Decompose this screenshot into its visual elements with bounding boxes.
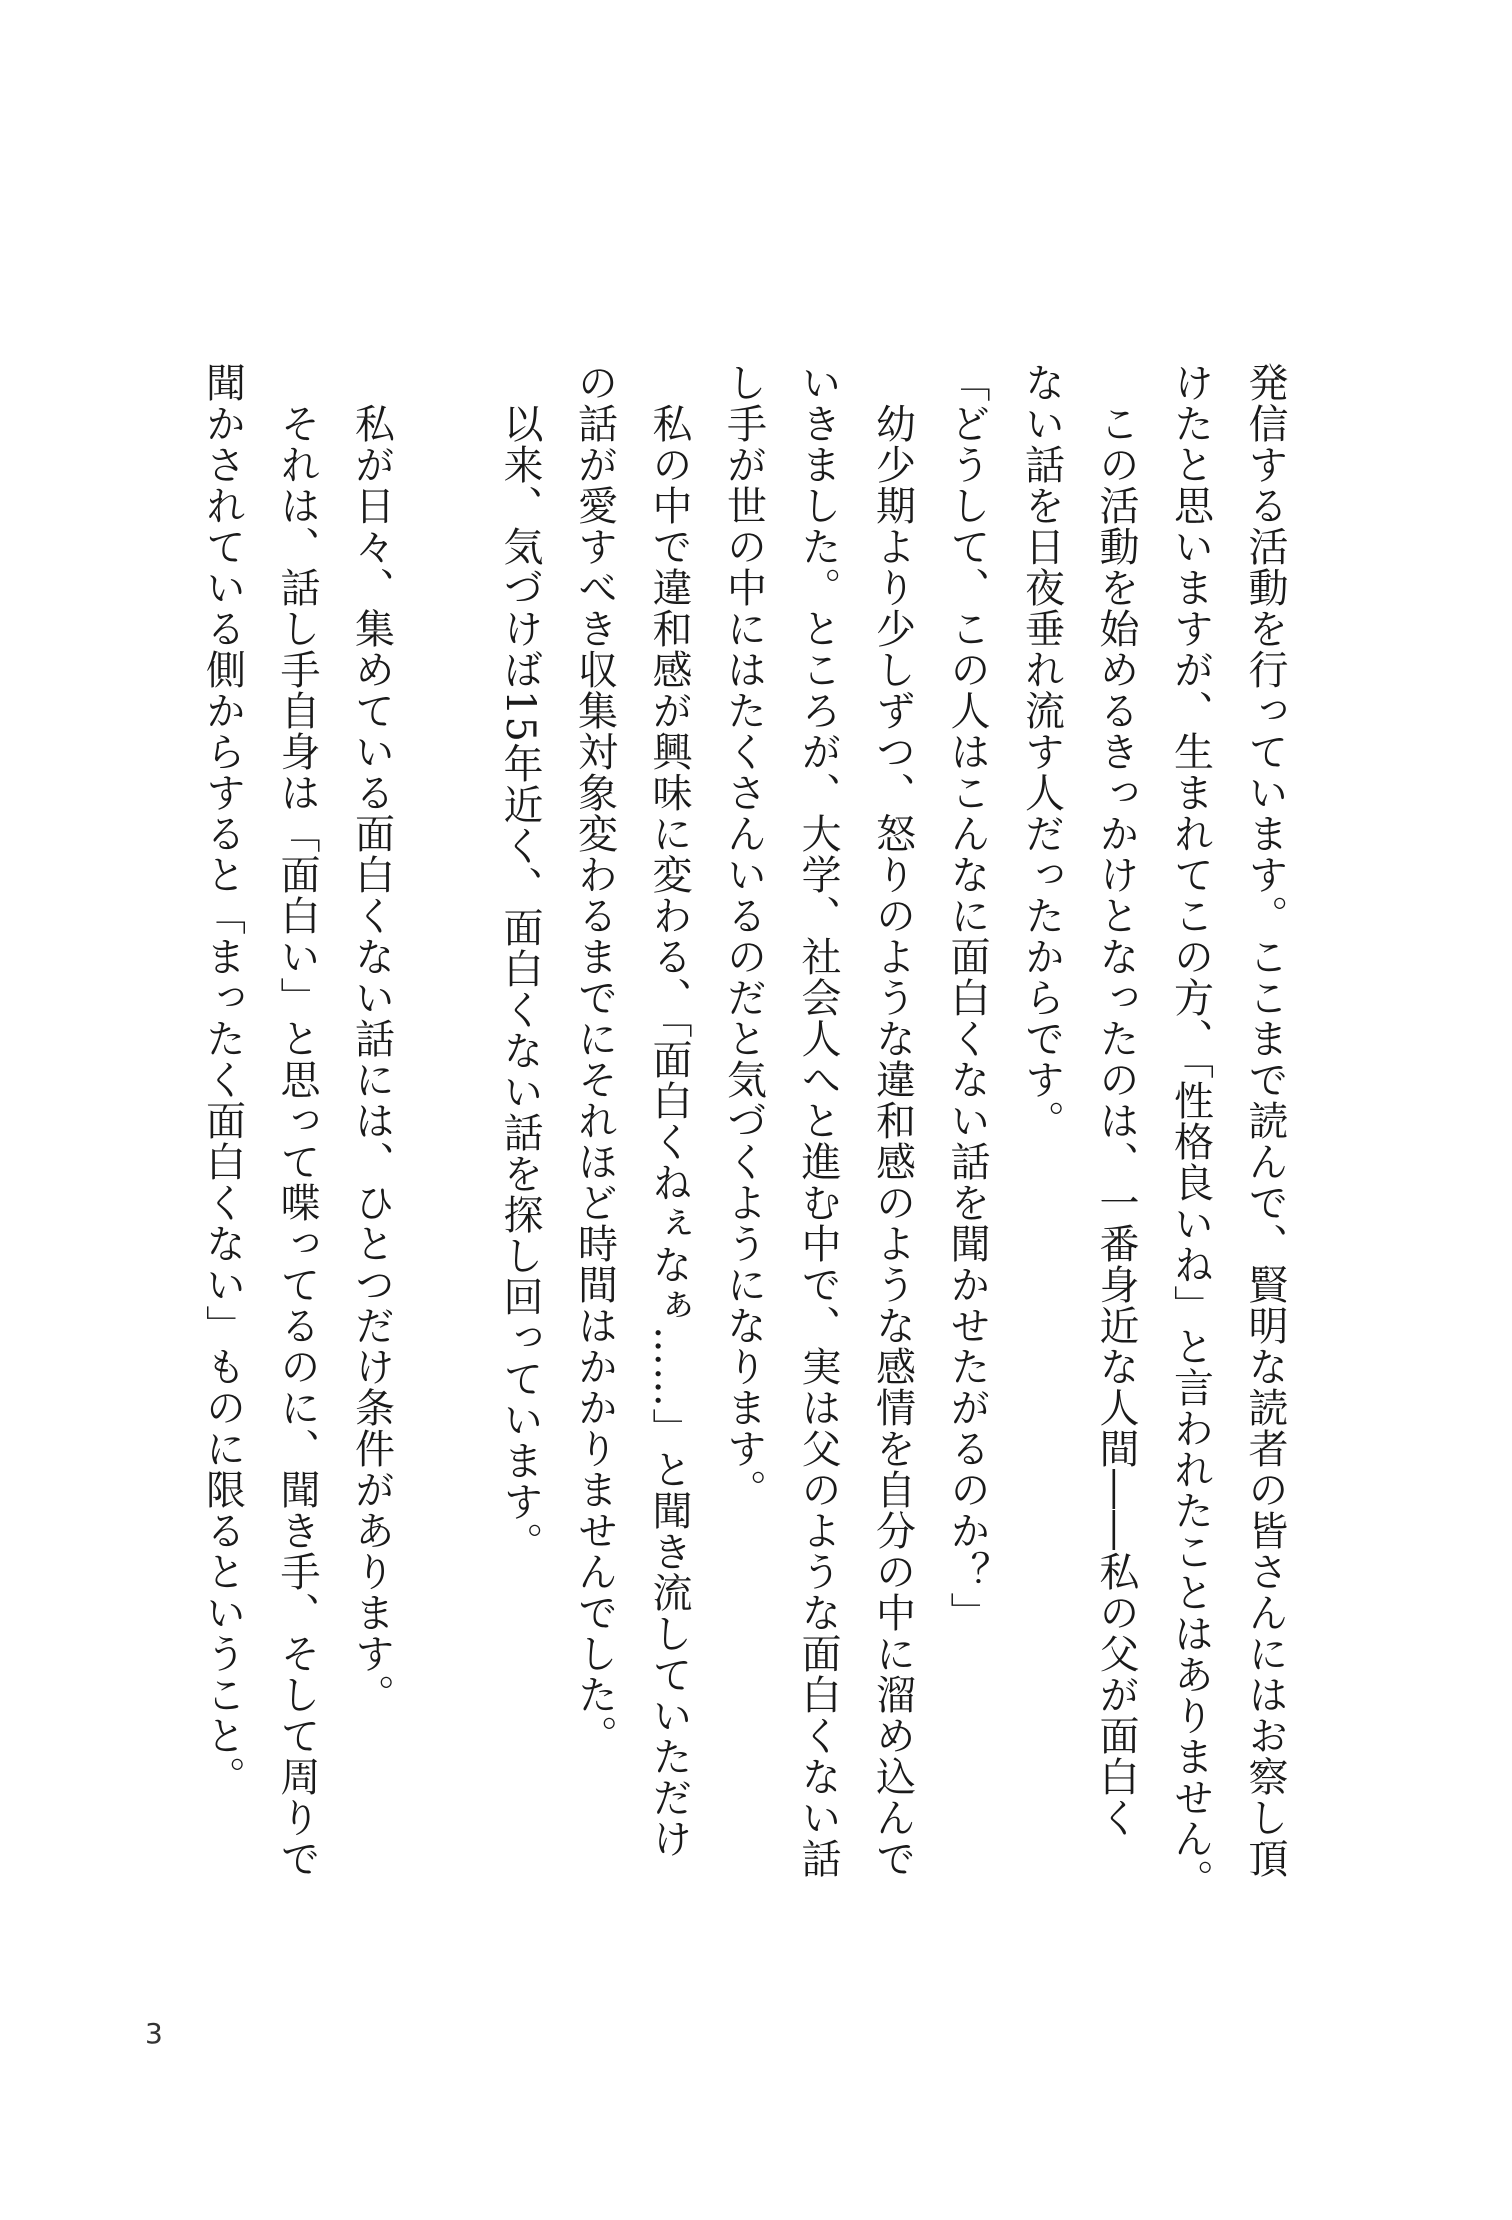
text-line: 以来、気づけば15年近く、面白くない話を探し回っています。 xyxy=(497,362,543,1563)
text-line: それは、話し手自身は「面白い」と思って喋ってるのに、聞き手、そして周りで xyxy=(274,362,320,1879)
text-line: けたと思いますが、生まれてこの方、「性格良いね」と言われたことはありません。 xyxy=(1167,362,1214,1900)
paragraph-2 xyxy=(483,362,1005,1922)
text-line: いきました。ところが、大学、社会人へと進む中で、実は父のような面白くない話 xyxy=(795,362,841,1879)
text-line: 幼少期より少しずつ、怒りのような違和感のような感情を自分の中に溜め込んで xyxy=(869,362,916,1879)
text-line: の話が愛すべき収集対象変わるまでにそれほど時間はかかりませんでした。 xyxy=(571,362,618,1756)
body-text xyxy=(185,362,1302,1922)
text-line: 発信する活動を行っています。ここまで読んで、賢明な読者の皆さんにはお察し頂 xyxy=(1242,362,1288,1879)
text-line: 聞かされている側からすると「まったく面白くない」ものに限るということ。 xyxy=(199,362,246,1797)
text-line: この活動を始めるきっかけとなったのは、一番身近な人間――私の父が面白く xyxy=(1093,362,1139,1838)
paragraph-1 xyxy=(1004,362,1302,1922)
paragraph-3 xyxy=(185,362,409,1922)
text-line: 「どうして、この人はこんなに面白くない話を聞かせたがるのか？」 xyxy=(944,362,990,1633)
text-line: ない話を日夜垂れ流す人だったからです。 xyxy=(1018,362,1065,1141)
text-line: 私の中で違和感が興味に変わる、「面白くねぇなぁ……」と聞き流していただけ xyxy=(646,362,692,1859)
text-line: し手が世の中にはたくさんいるのだと気づくようになります。 xyxy=(720,362,767,1510)
paragraph-gap xyxy=(409,362,483,1922)
text-line: 私が日々、集めている面白くない話には、ひとつだけ条件があります。 xyxy=(348,362,395,1715)
page-number: 3 xyxy=(145,2017,163,2050)
